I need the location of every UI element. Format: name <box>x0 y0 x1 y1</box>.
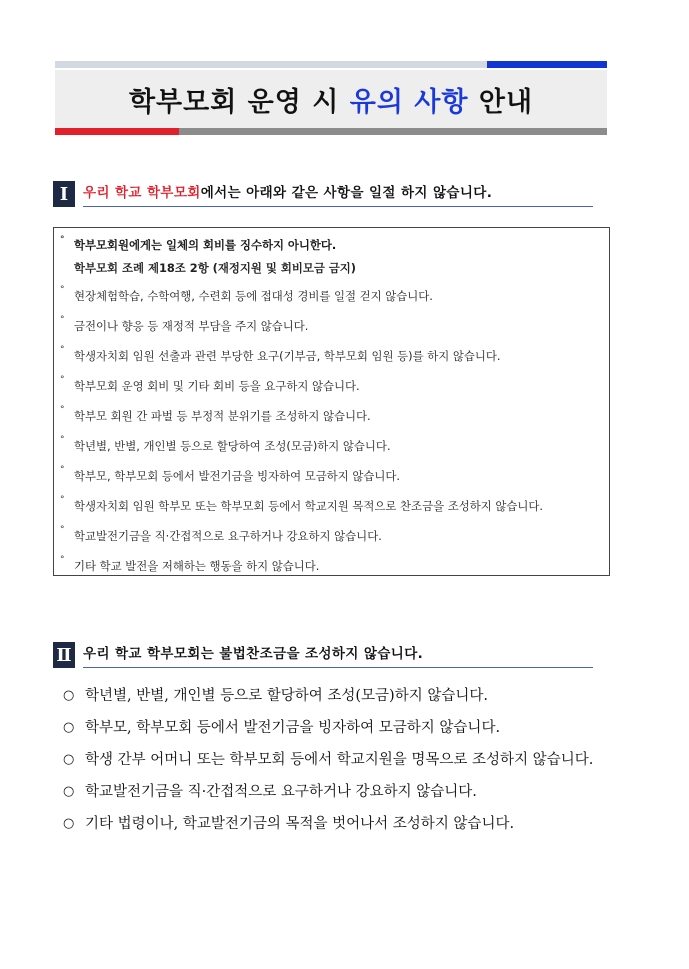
box-list-item-text: 학생자치회 임원 학부모 또는 학부모회 등에서 학교지원 목적으로 찬조금을 조성하지 않습니다. <box>74 499 543 513</box>
box-list-item <box>60 374 605 404</box>
box-lead-sub: 학부모회 조례 제18조 2항 (재정지원 및 회비모금 금지) <box>74 261 357 275</box>
box-list-item <box>60 404 605 434</box>
bullet-icon: ° <box>60 465 65 475</box>
circle-bullet-icon: ○ <box>63 816 75 831</box>
section-2-item-text: 학생 간부 어머니 또는 학부모회 등에서 학교지원을 명목으로 조성하지 않습니다. <box>85 752 594 768</box>
bullet-icon: ° <box>60 285 65 295</box>
box-list-item <box>60 464 605 494</box>
bullet-icon: ° <box>60 405 65 415</box>
bullet-icon: ° <box>60 375 65 385</box>
circle-bullet-icon: ○ <box>63 752 75 767</box>
title-highlight: 유의 사항 <box>349 86 469 118</box>
bullet-icon: ° <box>60 435 65 445</box>
bullet-icon: ° <box>60 315 65 325</box>
box-list-item-text: 학부모 회원 간 파벌 등 부정적 분위기를 조성하지 않습니다. <box>74 409 371 423</box>
box-list-item-text: 기타 학교 발전을 저해하는 행동을 하지 않습니다. <box>74 559 320 573</box>
section-1-heading <box>53 181 593 207</box>
box-list-item <box>60 434 605 464</box>
box-list-item <box>60 284 605 314</box>
box-list-item-text: 학교발전기금을 직·간접적으로 요구하거나 강요하지 않습니다. <box>74 529 382 543</box>
bullet-icon: ° <box>60 525 65 535</box>
box-list-item <box>60 524 605 554</box>
box-list-item-text: 학생자치회 임원 선출과 관련 부당한 요구(기부금, 학부모회 임원 등)를 하지 않습니다. <box>74 349 501 363</box>
title-bottom-bar <box>55 128 607 135</box>
section-2-item-text: 학교발전기금을 직·간접적으로 요구하거나 강요하지 않습니다. <box>85 784 477 800</box>
box-list-item <box>60 344 605 374</box>
box-list-item-text: 학부모, 학부모회 등에서 발전기금을 빙자하여 모금하지 않습니다. <box>74 469 401 483</box>
bullet-icon: ° <box>60 345 65 355</box>
box-list-item-text: 금전이나 향응 등 재정적 부담을 주지 않습니다. <box>74 319 309 333</box>
section-2-title: 우리 학교 학부모회는 불법찬조금을 조성하지 않습니다. <box>83 642 593 668</box>
circle-bullet-icon: ○ <box>63 720 75 735</box>
section-1-numeral: Ⅰ <box>53 181 75 207</box>
title-top-bar <box>55 61 607 68</box>
box-list-item-text: 학부모회 운영 회비 및 기타 회비 등을 요구하지 않습니다. <box>74 379 360 393</box>
bullet-icon: ° <box>60 555 65 565</box>
box-items <box>60 284 605 584</box>
circle-bullet-icon: ○ <box>63 784 75 799</box>
section-2-numeral: Ⅱ <box>53 642 75 668</box>
bullet-icon: ° <box>60 495 65 505</box>
box-list-item <box>60 554 605 584</box>
notice-box <box>53 227 610 576</box>
section-2-item <box>63 744 608 776</box>
section-2-item <box>63 808 608 840</box>
box-list-item <box>60 314 605 344</box>
title-banner <box>55 70 607 128</box>
box-list-item-text: 학년별, 반별, 개인별 등으로 할당하여 조성(모금)하지 않습니다. <box>74 439 391 453</box>
box-list-item <box>60 494 605 524</box>
section-2-item <box>63 712 608 744</box>
circle-bullet-icon: ○ <box>63 688 75 703</box>
section-2-item-text: 학년별, 반별, 개인별 등으로 할당하여 조성(모금)하지 않습니다. <box>85 688 488 704</box>
section-2-list <box>63 680 608 840</box>
section-2-item <box>63 680 608 712</box>
section-1-title: 우리 학교 학부모회에서는 아래와 같은 사항을 일절 하지 않습니다. <box>83 181 593 207</box>
page-title: 학부모회 운영 시 유의 사항 안내 <box>128 86 534 118</box>
section-2-heading <box>53 642 593 668</box>
box-list-item-text: 현장체험학습, 수학여행, 수련회 등에 접대성 경비를 일절 걷지 않습니다. <box>74 289 433 303</box>
section-2-item-text: 기타 법령이나, 학교발전기금의 목적을 벗어나서 조성하지 않습니다. <box>85 816 515 832</box>
section-2-item <box>63 776 608 808</box>
section-2-item-text: 학부모, 학부모회 등에서 발전기금을 빙자하여 모금하지 않습니다. <box>85 720 501 736</box>
box-lead: ° 학부모회원에게는 일체의 회비를 징수하지 아니한다. <box>60 235 337 252</box>
